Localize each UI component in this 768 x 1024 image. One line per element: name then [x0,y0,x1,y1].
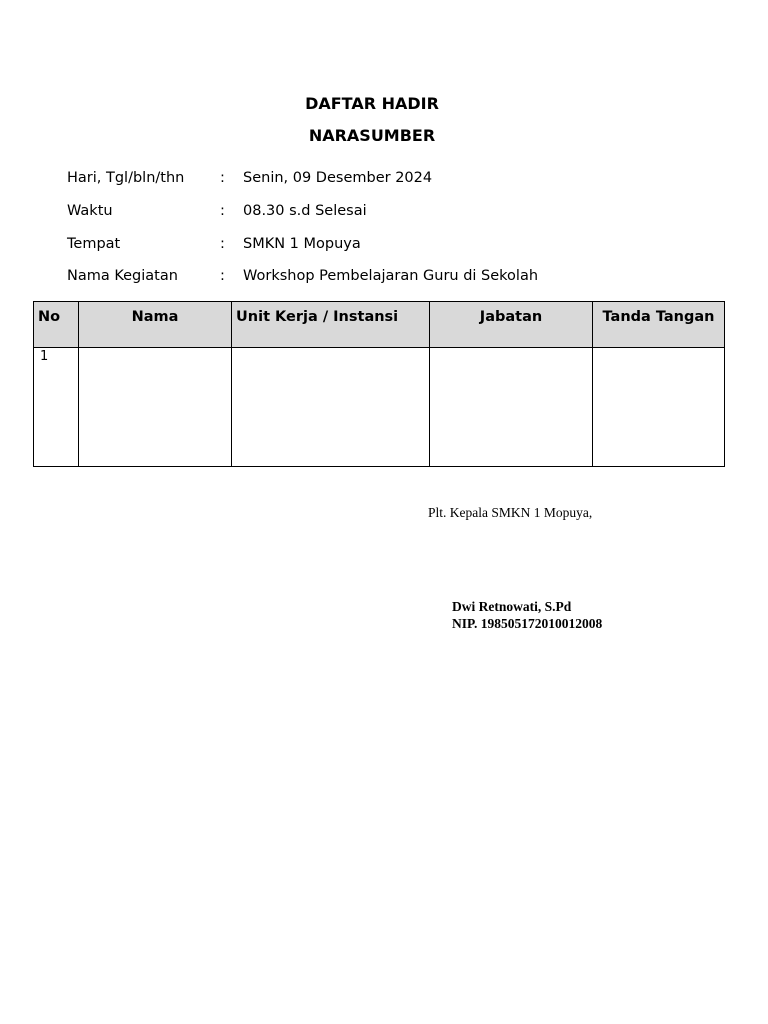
info-value-time: 08.30 s.d Selesai [243,203,367,219]
signature-position: Plt. Kepala SMKN 1 Mopuya, [428,505,593,520]
info-label-time: Waktu [67,203,113,219]
info-value-activity: Workshop Pembelajaran Guru di Sekolah [243,268,539,284]
cell-tanda-tangan [593,348,725,467]
cell-nama [79,348,232,467]
info-colon-activity: : [220,268,225,284]
info-colon-place: : [220,236,225,252]
header-nama: Nama [79,302,232,348]
table-row [34,348,725,467]
signature-name: Dwi Retnowati, S.Pd [452,599,572,614]
header-tanda-tangan: Tanda Tangan [593,302,725,348]
info-label-activity: Nama Kegiatan [67,268,178,284]
table-header-row [34,302,725,348]
cell-jabatan [430,348,593,467]
header-unit-kerja: Unit Kerja / Instansi [232,302,430,348]
document-title-line1: DAFTAR HADIR [305,94,439,113]
document-title-line2: NARASUMBER [308,126,436,145]
cell-unit-kerja [232,348,430,467]
info-colon-date: : [220,170,225,186]
attendance-table [33,301,725,467]
header-jabatan: Jabatan [430,302,593,348]
signature-nip: NIP. 198505172010012008 [452,616,603,631]
info-value-place: SMKN 1 Mopuya [243,236,361,252]
header-no: No [34,302,79,348]
info-label-place: Tempat [67,236,121,252]
info-colon-time: : [220,203,225,219]
cell-no: 1 [34,348,79,467]
info-value-date: Senin, 09 Desember 2024 [243,170,433,186]
info-label-date: Hari, Tgl/bln/thn [67,170,185,186]
